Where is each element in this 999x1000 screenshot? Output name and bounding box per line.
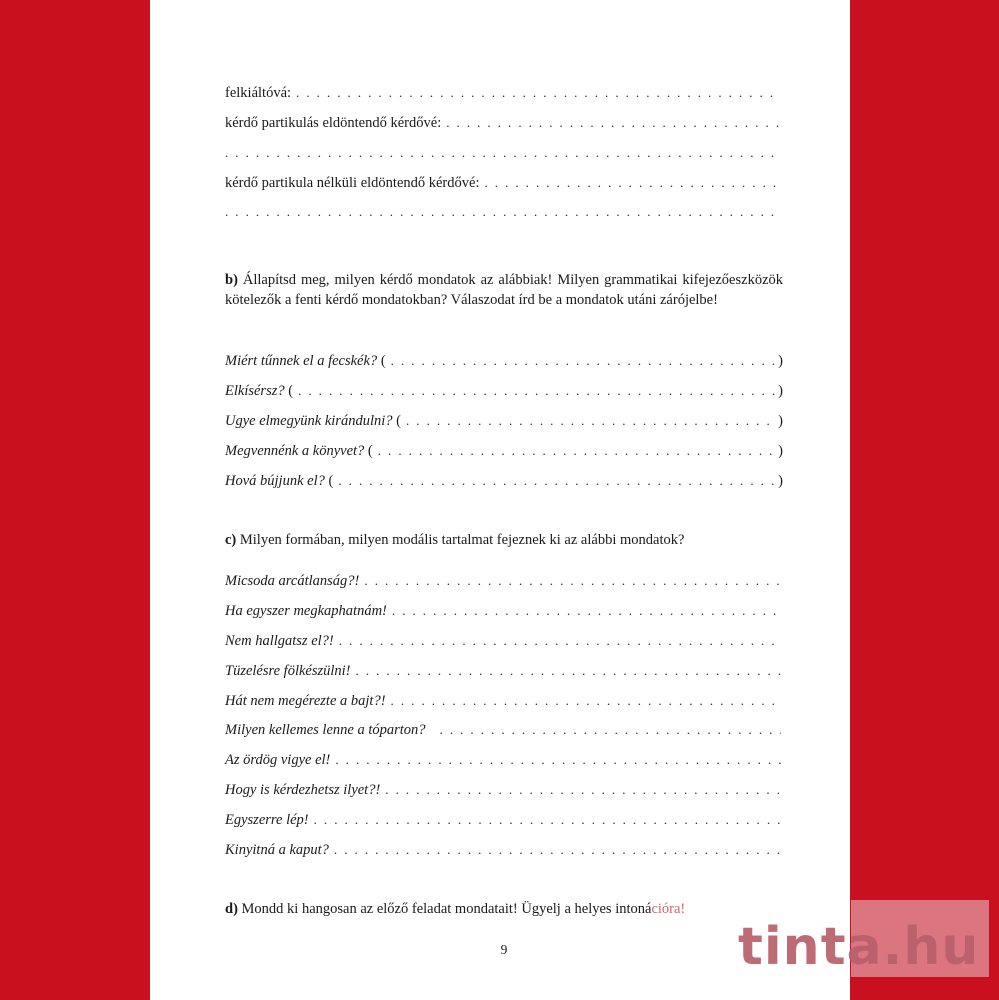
dotted-line [298, 380, 776, 402]
sentence-text: Egyszerre lép! [225, 812, 309, 828]
sentence-line[interactable] [225, 839, 783, 861]
question-line[interactable] [225, 350, 783, 372]
question-line[interactable] [225, 440, 783, 462]
book-page [150, 0, 850, 1000]
answer-line-exclamatory[interactable] [225, 82, 783, 104]
question-text: Megvennénk a könyvet? [225, 443, 365, 459]
dotted-line [225, 201, 781, 223]
answer-line-no-particle-question[interactable] [225, 172, 783, 194]
open-paren: ( [396, 413, 401, 429]
close-paren: ) [778, 383, 783, 399]
sentence-line[interactable] [225, 749, 783, 771]
dotted-line [391, 690, 781, 712]
question-line[interactable] [225, 410, 783, 432]
line-label: felkiáltóvá: [225, 85, 292, 101]
question-text: Miért tűnnek el a fecskék? [225, 353, 378, 369]
sentence-text: Nem hallgatsz el?! [225, 633, 334, 649]
open-paren: ( [288, 383, 294, 399]
question-text: Elkísérsz? [225, 383, 285, 399]
dotted-line [391, 350, 777, 372]
section-marker: d) [225, 901, 238, 917]
line-label: kérdő partikulás eldöntendő kérdővé: [225, 115, 442, 131]
close-paren: ) [778, 353, 783, 369]
dotted-line [378, 440, 776, 462]
dotted-line [385, 779, 781, 801]
sentence-line[interactable] [225, 600, 783, 622]
line-label: kérdő partikula nélküli eldöntendő kérdővé: [225, 175, 480, 191]
answer-line-continuation[interactable] [225, 142, 783, 164]
dotted-line [440, 719, 781, 741]
page-number: 9 [500, 942, 508, 957]
dotted-line [446, 112, 781, 134]
dotted-line [296, 82, 781, 104]
instruction-text: Milyen formában, milyen modális tartalmat fejeznek ki az alábbi mondatok? [239, 532, 685, 548]
answer-line-continuation[interactable] [225, 201, 783, 223]
dotted-line [406, 410, 776, 432]
close-paren: ) [778, 443, 783, 459]
sentence-line[interactable] [225, 809, 783, 831]
open-paren: ( [380, 353, 386, 369]
dotted-line [338, 470, 776, 492]
sentence-text: Az ördög vigye el! [225, 752, 331, 768]
instruction-text: Állapítsd meg, milyen kérdő mondatok az alábbiak! Milyen grammatikai kifejezőeszközök kötelezők a fenti kérdő mondatokban? Válaszodat írd be a mondatok utáni zárójelbe! [225, 272, 784, 308]
section-b-instruction [225, 270, 783, 310]
sentence-text: Ha egyszer megkaphatnám! [225, 603, 387, 619]
section-d-instruction [225, 899, 783, 919]
open-paren: ( [367, 443, 373, 459]
dotted-line [392, 600, 781, 622]
section-marker: c) [225, 532, 237, 548]
sentence-text: Micsoda arcátlanság?! [225, 573, 360, 589]
instruction-text: Mondd ki hangosan az előző feladat mondatait! Ügyelj a helyes intoná [241, 901, 652, 917]
dotted-line [334, 839, 781, 861]
dotted-line [356, 660, 781, 682]
sentence-line[interactable] [225, 779, 783, 801]
question-text: Hová bújjunk el? [225, 473, 325, 489]
question-text: Ugye elmegyünk kirándulni? [225, 413, 393, 429]
question-line[interactable] [225, 380, 783, 402]
section-c-instruction [225, 530, 783, 550]
close-paren: ) [778, 413, 783, 429]
section-marker: b) [225, 272, 238, 288]
sentence-line[interactable] [225, 719, 783, 741]
dotted-line [364, 570, 781, 592]
sentence-text: Kinyitná a kaput? [225, 842, 329, 858]
dotted-line [335, 749, 781, 771]
sentence-line[interactable] [225, 630, 783, 652]
answer-line-particle-question[interactable] [225, 112, 783, 134]
sentence-text: Tüzelésre fölkészülni! [225, 663, 351, 679]
dotted-line [314, 809, 781, 831]
dotted-line [339, 630, 781, 652]
sentence-line[interactable] [225, 690, 783, 712]
dotted-line [225, 142, 781, 164]
sentence-text: Hát nem megérezte a bajt?! [225, 693, 386, 709]
instruction-text-tail: cióra! [651, 901, 686, 917]
watermark-logo: tinta.hu [738, 917, 980, 977]
sentence-text: Hogy is kérdezhetsz ilyet?! [225, 782, 381, 798]
page-content [225, 0, 783, 1000]
dotted-line [484, 172, 781, 194]
sentence-line[interactable] [225, 570, 783, 592]
sentence-text: Milyen kellemes lenne a tóparton? [225, 722, 426, 738]
question-line[interactable] [225, 470, 783, 492]
open-paren: ( [328, 473, 334, 489]
close-paren: ) [778, 473, 783, 489]
sentence-line[interactable] [225, 660, 783, 682]
